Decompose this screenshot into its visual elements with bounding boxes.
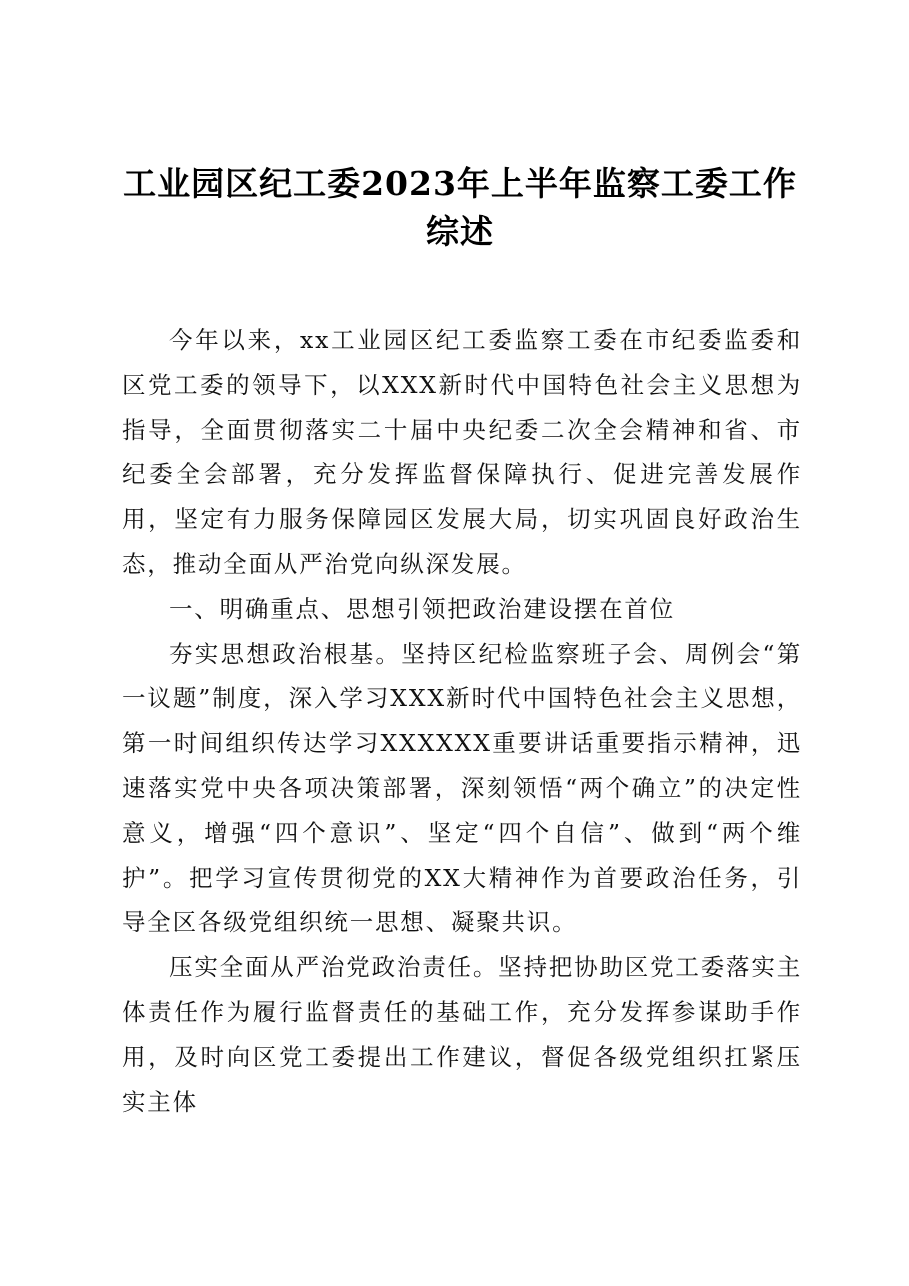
document-title [120,160,800,256]
document-body [122,318,802,1124]
paragraph-intro: 今年以来，xx工业园区纪工委监察工委在市纪委监委和区党工委的领导下，以XXX新时代中国特色社会主义思想为指导，全面贯彻落实二十届中央纪委二次全会精神和省、市纪委全会部署，充分发挥监督保障执行、促进完善发展作用，坚定有力服务保障园区发展大局，切实巩固良好政治生态，推动全面从严治党向纵深发展。 [122,326,802,578]
paragraph-responsibility: 压实全面从严治党政治责任。坚持把协助区党工委落实主体责任作为履行监督责任的基础工作，充分发挥参谋助手作用，及时向区党工委提出工作建议，督促各级党组织扛紧压实主体 [122,953,802,1116]
paragraph-ideology: 夯实思想政治根基。坚持区纪检监察班子会、周例会“第一议题”制度，深入学习XXX新时代中国特色社会主义思想，第一时间组织传达学习XXXXXX重要讲话重要指示精神，迅速落实党中央各项决策部署，深刻领悟“两个确立”的决定性意义，增强“四个意识”、坚定“四个自信”、做到“两个维护”。把学习宣传贯彻党的XX大精神作为首要政治任务，引导全区各级党组织统一思想、凝聚共识。 [122,639,802,937]
document-title-line-2: 综述 [426,212,494,251]
section-heading-1: 一、明确重点、思想引领把政治建设摆在首位 [169,594,675,623]
document-title-line-1: 工业园区纪工委2023年上半年监察工委工作 [123,164,797,203]
